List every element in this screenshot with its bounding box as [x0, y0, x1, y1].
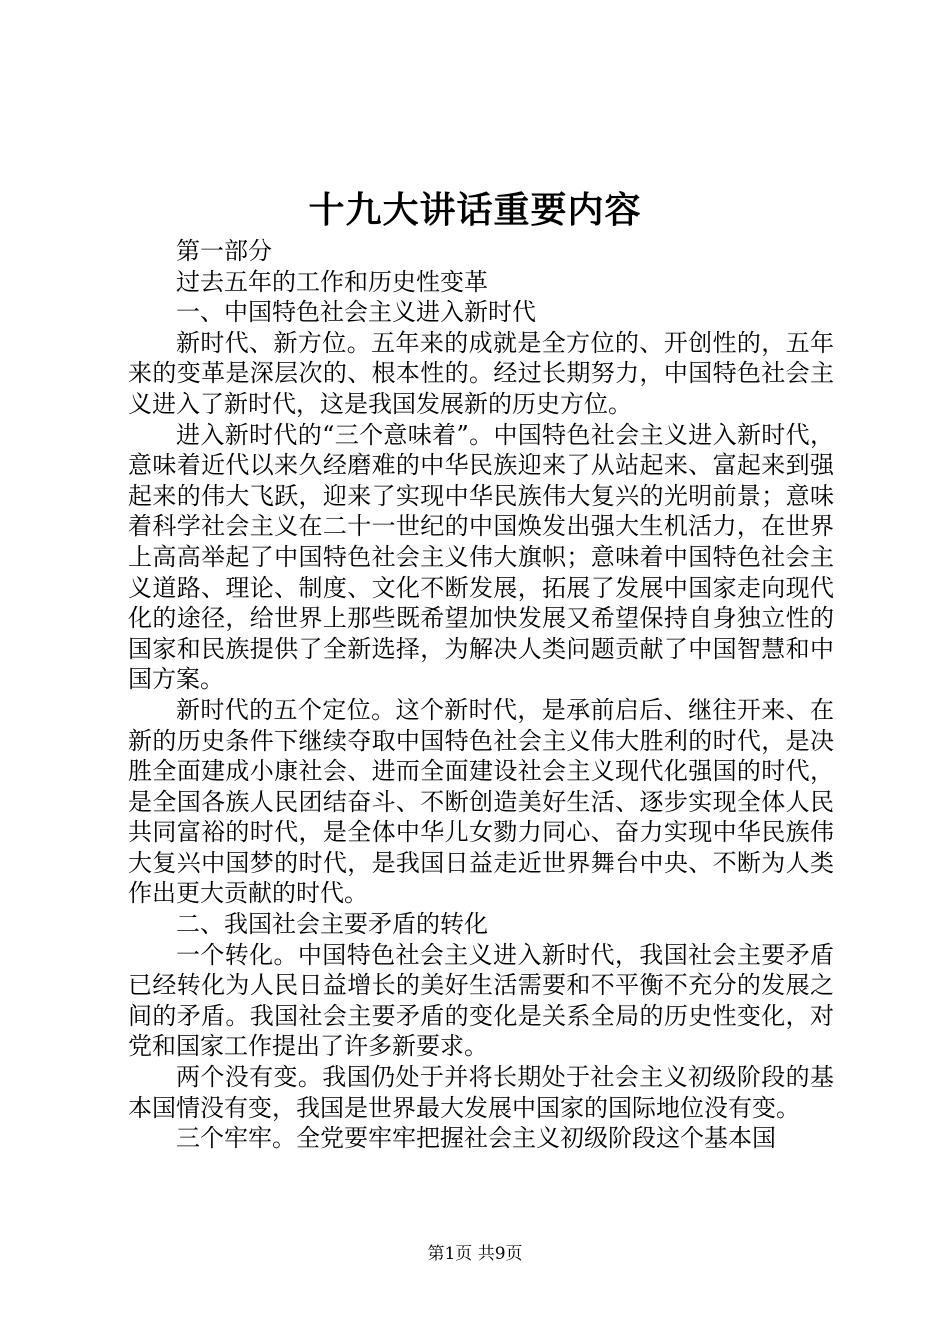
document-body	[128, 236, 834, 1154]
paragraph-part-heading: 第一部分	[176, 237, 272, 265]
paragraph: 三个牢牢。全党要牢牢把握社会主义初级阶段这个基本国	[176, 1124, 776, 1153]
document-title: 十九大讲话重要内容	[308, 189, 642, 231]
paragraph: 新时代的五个定位。这个新时代，是承前启后、继往开来、在新的历史条件下继续夺取中国特色社会主义伟大胜利的时代，是决胜全面建成小康社会、进而全面建设社会主义现代化强国的时代，是全国各族人民团结奋斗、不断创造美好生活、逐步实现全体人民共同富裕的时代，是全体中华儿女勠力同心、奋力实现中华民族伟大复兴中国梦的时代，是我国日益走近世界舞台中央、不断为人类作出更大贡献的时代。	[128, 695, 834, 908]
paragraph: 一个转化。中国特色社会主义进入新时代，我国社会主要矛盾已经转化为人民日益增长的美好生活需要和不平衡不充分的发展之间的矛盾。我国社会主要矛盾的变化是关系全局的历史性变化，对党和国家工作提出了许多新要求。	[128, 940, 834, 1061]
page-number-footer: 第1页 共9页	[427, 1244, 523, 1264]
section-heading-2: 二、我国社会主要矛盾的转化	[176, 910, 488, 939]
paragraph: 两个没有变。我国仍处于并将长期处于社会主义初级阶段的基本国情没有变，我国是世界最大发展中国家的国际地位没有变。	[128, 1063, 834, 1122]
section-heading-1: 一、中国特色社会主义进入新时代	[176, 298, 536, 327]
paragraph-part-subtitle: 过去五年的工作和历史性变革	[176, 267, 488, 296]
paragraph: 进入新时代的“三个意味着”。中国特色社会主义进入新时代，意味着近代以来久经磨难的中华民族迎来了从站起来、富起来到强起来的伟大飞跃，迎来了实现中华民族伟大复兴的光明前景；意味着科学社会主义在二十一世纪的中国焕发出强大生机活力，在世界上高高举起了中国特色社会主义伟大旗帜；意味着中国特色社会主义道路、理论、制度、文化不断发展，拓展了发展中国家走向现代化的途径，给世界上那些既希望加快发展又希望保持自身独立性的国家和民族提供了全新选择，为解决人类问题贡献了中国智慧和中国方案。	[128, 420, 834, 694]
paragraph: 新时代、新方位。五年来的成就是全方位的、开创性的，五年来的变革是深层次的、根本性的。经过长期努力，中国特色社会主义进入了新时代，这是我国发展新的历史方位。	[128, 328, 834, 418]
